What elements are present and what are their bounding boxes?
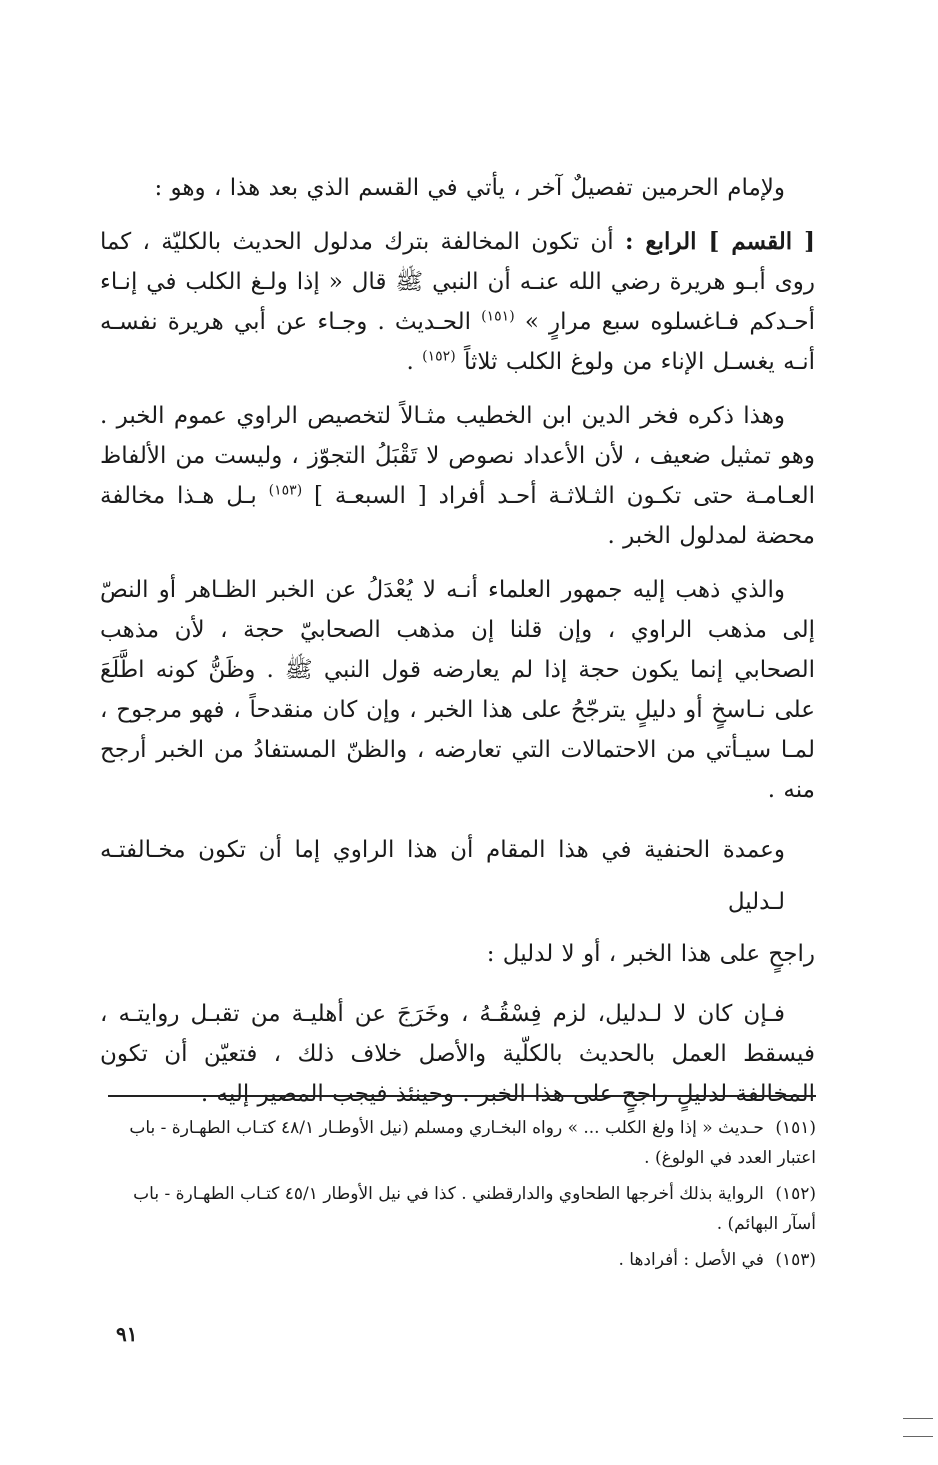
footnote-text: حـديث « إذا ولغ الكلب ... » رواه البخـاري ومسلم (نيل الأوطـار ٤٨/١ كتـاب الطهـارة - باب اعتبار العدد في الولوغ) . <box>129 1118 816 1168</box>
paragraph-fourth-section-text-c: . <box>406 349 414 375</box>
footnote-text: في الأصل : أفرادها . <box>618 1250 764 1270</box>
paragraph-fourth-section-text-b: الحـديث . وجـاء عن أبي هريرة نفسـه أنـه يغسـل الإناء من ولوغ الكلب ثلاثاً <box>100 309 815 375</box>
footnote-number: (١٥٢) <box>775 1184 816 1204</box>
paragraph-fakhr-al-din-text-a: وهذا ذكره فخر الدين ابن الخطيب مثـالاً لتخصيص الراوي عموم الخبر . وهو تمثيل ضعيف ، لأن الأعداد نصوص لا تَقْبَلُ التجوّز ، وليست من الألفاظ العـامـة حتى تكـون الثـلاثـة أحـد أفراد [ السبعـة ] <box>100 403 815 509</box>
paragraph-hanafi-basis <box>100 824 815 980</box>
footnotes <box>108 1113 816 1281</box>
paragraph-majority-view-text: والذي ذهب إليه جمهور العلماء أنـه لا يُعْدَلُ عن الخبر الظـاهر أو النصّ إلى مذهب الراوي ، وإن قلنا إن مذهب الصحابيّ حجة ، لأن مذهب الصحابي إنما يكون حجة إذا لم يعارضه قول النبي ﷺ . وظَنُّ كونه اطَّلَعَ على نـاسخٍ أو دليلٍ يترجّحُ على هذا الخبر ، وإن كان منقدحاً ، فهو مرجوح ، لمـا سيـأتي من الاحتمالات التي تعارضه ، والظنّ المستفادُ من الخبر أرجح منه . <box>100 577 815 803</box>
margin-mark <box>903 1436 933 1437</box>
footnote-separator <box>108 1095 816 1097</box>
section-heading: [ القسم ] الرابع : <box>624 228 816 255</box>
footnote-ref-152[interactable]: (١٥٢) <box>422 348 456 365</box>
paragraph-intro-text: ولإمام الحرمين تفصيلٌ آخر ، يأتي في القسم الذي بعد هذا ، وهو : <box>154 175 785 201</box>
footnote-ref-151[interactable]: (١٥١) <box>481 308 515 325</box>
paragraph-hanafi-basis-line1: وعمدة الحنفية في هذا المقام أن هذا الراوي إما أن تكون مخـالفتـه لـدليل <box>100 837 785 915</box>
paragraph-majority-view <box>100 570 815 810</box>
paragraph-fakhr-al-din-text-b: بـل هـذا مخالفة محضة لمدلول الخبر . <box>100 483 815 549</box>
paragraph-fourth-section-text-a: أن تكون المخالفة بترك مدلول الحديث بالكليّة ، كما روى أبـو هريرة رضي الله عنـه أن النبي ﷺ قال « إذا ولـغ الكلب في إنـاء أحـدكم فـاغسلوه سبع مرارٍ » <box>100 229 816 335</box>
footnote-152 <box>108 1179 816 1239</box>
paragraph-hanafi-basis-line2: راجحٍ على هذا الخبر ، أو لا لدليل : <box>486 941 815 967</box>
footnote-number: (١٥١) <box>775 1118 816 1138</box>
footnote-ref-153[interactable]: (١٥٣) <box>268 482 303 499</box>
paragraph-fakhr-al-din <box>100 396 815 556</box>
main-text <box>100 168 815 1114</box>
page-number: ٩١ <box>116 1322 138 1346</box>
footnote-151 <box>108 1113 816 1173</box>
paragraph-intro <box>100 168 815 208</box>
footnote-153 <box>108 1245 816 1275</box>
margin-mark <box>903 1418 933 1419</box>
paragraph-conclusion-text: فـإن كان لا لـدليل، لزم فِسْقُـهُ ، وخَرَجَ عن أهليـة من تقبـل روايتـه ، فيسقط العمل بالحديث بالكلّية والأصل خلاف ذلك ، فتعيّن أن تكون المخالفة لدليلٍ راجحٍ على هذا الخبر . وحينئذ فيجب المصير إليه . <box>100 1001 815 1107</box>
footnote-number: (١٥٣) <box>775 1250 816 1270</box>
paragraph-fourth-section <box>100 222 815 382</box>
footnote-text: الرواية بذلك أخرجها الطحاوي والدارقطني . كذا في نيل الأوطار ٤٥/١ كتـاب الطهـارة - باب أسآر البهائم) . <box>133 1184 816 1234</box>
